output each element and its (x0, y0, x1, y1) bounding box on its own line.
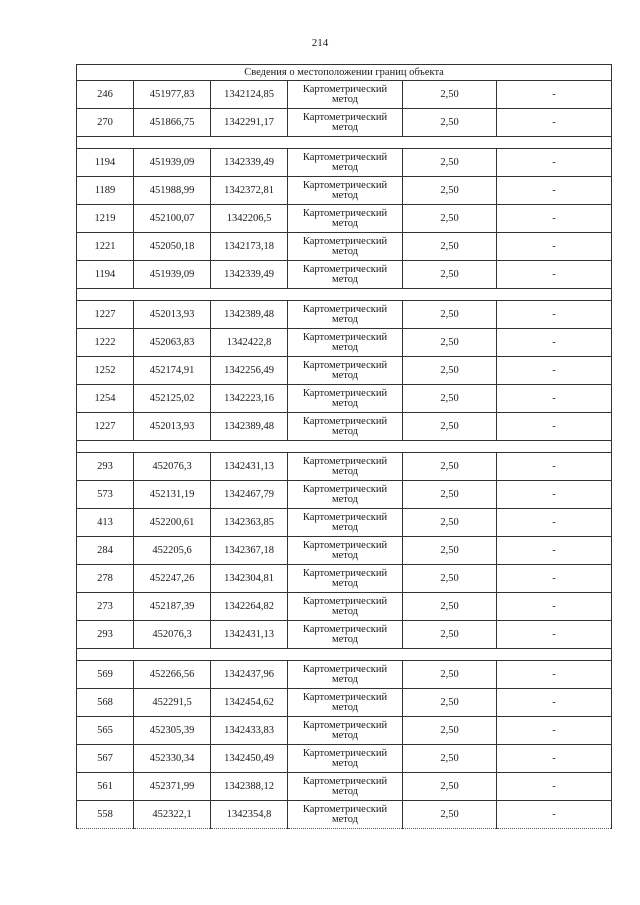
description-cell: - (497, 621, 612, 649)
point-number-cell: 293 (77, 453, 134, 481)
accuracy-cell: 2,50 (403, 385, 497, 413)
description-cell: - (497, 801, 612, 829)
point-number-cell: 1252 (77, 357, 134, 385)
x-coordinate-cell: 452050,18 (134, 233, 211, 261)
method-line-2: метод (331, 245, 359, 257)
y-coordinate-cell: 1342433,83 (211, 717, 288, 745)
accuracy-cell: 2,50 (403, 481, 497, 509)
x-coordinate-cell: 452013,93 (134, 301, 211, 329)
method-cell (288, 453, 403, 481)
method-line-1: Картометрический (302, 539, 388, 551)
y-coordinate-cell: 1342339,49 (211, 261, 288, 289)
point-number-cell: 1194 (77, 149, 134, 177)
accuracy-cell: 2,50 (403, 565, 497, 593)
point-number-cell: 284 (77, 537, 134, 565)
table-header-row (77, 65, 612, 81)
group-separator-row (77, 441, 612, 453)
accuracy-cell: 2,50 (403, 301, 497, 329)
method-cell (288, 205, 403, 233)
table-row (77, 453, 612, 481)
method-cell (288, 301, 403, 329)
description-cell: - (497, 329, 612, 357)
y-coordinate-cell: 1342339,49 (211, 149, 288, 177)
method-line-2: метод (331, 93, 359, 105)
x-coordinate-cell: 452247,26 (134, 565, 211, 593)
method-line-1: Картометрический (302, 359, 388, 371)
method-line-2: метод (331, 521, 359, 533)
y-coordinate-cell: 1342264,82 (211, 593, 288, 621)
method-cell (288, 537, 403, 565)
method-line-1: Картометрический (302, 151, 388, 163)
table-row (77, 801, 612, 829)
x-coordinate-cell: 452291,5 (134, 689, 211, 717)
description-cell: - (497, 565, 612, 593)
method-line-2: метод (331, 673, 359, 685)
method-line-1: Картометрический (302, 775, 388, 787)
point-number-cell: 1254 (77, 385, 134, 413)
method-cell (288, 261, 403, 289)
description-cell: - (497, 413, 612, 441)
table-row (77, 109, 612, 137)
description-cell: - (497, 453, 612, 481)
method-line-2: метод (331, 397, 359, 409)
method-line-2: метод (331, 369, 359, 381)
description-cell: - (497, 177, 612, 205)
method-cell (288, 109, 403, 137)
method-line-2: метод (331, 785, 359, 797)
x-coordinate-cell: 452266,56 (134, 661, 211, 689)
x-coordinate-cell: 452305,39 (134, 717, 211, 745)
accuracy-cell: 2,50 (403, 801, 497, 829)
x-coordinate-cell: 452100,07 (134, 205, 211, 233)
method-cell (288, 661, 403, 689)
group-separator-row (77, 649, 612, 661)
description-cell: - (497, 481, 612, 509)
method-line-2: метод (331, 313, 359, 325)
y-coordinate-cell: 1342422,8 (211, 329, 288, 357)
x-coordinate-cell: 451939,09 (134, 261, 211, 289)
x-coordinate-cell: 452076,3 (134, 453, 211, 481)
point-number-cell: 1221 (77, 233, 134, 261)
y-coordinate-cell: 1342173,18 (211, 233, 288, 261)
table-row (77, 233, 612, 261)
method-line-1: Картометрический (302, 747, 388, 759)
point-number-cell: 413 (77, 509, 134, 537)
point-number-cell: 273 (77, 593, 134, 621)
page-number: 214 (311, 37, 329, 49)
point-number-cell: 561 (77, 773, 134, 801)
description-cell: - (497, 509, 612, 537)
table-body (77, 65, 612, 829)
method-line-1: Картометрический (302, 263, 388, 275)
method-line-1: Картометрический (302, 111, 388, 123)
table-row (77, 621, 612, 649)
method-line-1: Картометрический (302, 83, 388, 95)
point-number-cell: 558 (77, 801, 134, 829)
y-coordinate-cell: 1342354,8 (211, 801, 288, 829)
y-coordinate-cell: 1342467,79 (211, 481, 288, 509)
table-row (77, 261, 612, 289)
method-line-2: метод (331, 161, 359, 173)
description-cell: - (497, 717, 612, 745)
description-cell: - (497, 301, 612, 329)
y-coordinate-cell: 1342223,16 (211, 385, 288, 413)
y-coordinate-cell: 1342388,12 (211, 773, 288, 801)
accuracy-cell: 2,50 (403, 177, 497, 205)
point-number-cell: 573 (77, 481, 134, 509)
method-cell (288, 689, 403, 717)
description-cell: - (497, 773, 612, 801)
x-coordinate-cell: 452013,93 (134, 413, 211, 441)
method-line-1: Картометрический (302, 719, 388, 731)
table-row (77, 509, 612, 537)
accuracy-cell: 2,50 (403, 537, 497, 565)
y-coordinate-cell: 1342431,13 (211, 453, 288, 481)
x-coordinate-cell: 452063,83 (134, 329, 211, 357)
method-cell (288, 81, 403, 109)
accuracy-cell: 2,50 (403, 233, 497, 261)
method-cell (288, 385, 403, 413)
x-coordinate-cell: 452187,39 (134, 593, 211, 621)
y-coordinate-cell: 1342437,96 (211, 661, 288, 689)
description-cell: - (497, 205, 612, 233)
x-coordinate-cell: 452200,61 (134, 509, 211, 537)
x-coordinate-cell: 451988,99 (134, 177, 211, 205)
description-cell: - (497, 109, 612, 137)
group-separator (77, 137, 612, 149)
table-row (77, 205, 612, 233)
method-line-2: метод (331, 813, 359, 825)
table-row (77, 745, 612, 773)
x-coordinate-cell: 452371,99 (134, 773, 211, 801)
method-line-2: метод (331, 701, 359, 713)
method-line-2: метод (331, 605, 359, 617)
y-coordinate-cell: 1342450,49 (211, 745, 288, 773)
table-row (77, 81, 612, 109)
accuracy-cell: 2,50 (403, 205, 497, 233)
method-line-2: метод (331, 577, 359, 589)
x-coordinate-cell: 451977,83 (134, 81, 211, 109)
accuracy-cell: 2,50 (403, 81, 497, 109)
y-coordinate-cell: 1342304,81 (211, 565, 288, 593)
accuracy-cell: 2,50 (403, 357, 497, 385)
table-row (77, 329, 612, 357)
method-line-1: Картометрический (302, 303, 388, 315)
method-line-1: Картометрический (302, 179, 388, 191)
method-line-1: Картометрический (302, 803, 388, 815)
method-line-2: метод (331, 121, 359, 133)
method-cell (288, 565, 403, 593)
boundary-coordinates-table (76, 64, 612, 829)
y-coordinate-cell: 1342431,13 (211, 621, 288, 649)
accuracy-cell: 2,50 (403, 261, 497, 289)
y-coordinate-cell: 1342256,49 (211, 357, 288, 385)
method-cell (288, 773, 403, 801)
point-number-cell: 1194 (77, 261, 134, 289)
table-row (77, 357, 612, 385)
method-line-1: Картометрический (302, 663, 388, 675)
table-row (77, 385, 612, 413)
accuracy-cell: 2,50 (403, 745, 497, 773)
point-number-cell: 1189 (77, 177, 134, 205)
x-coordinate-cell: 452322,1 (134, 801, 211, 829)
method-line-2: метод (331, 729, 359, 741)
accuracy-cell: 2,50 (403, 109, 497, 137)
method-line-2: метод (331, 757, 359, 769)
group-separator-row (77, 137, 612, 149)
description-cell: - (497, 233, 612, 261)
table-row (77, 301, 612, 329)
table-row (77, 149, 612, 177)
x-coordinate-cell: 452205,6 (134, 537, 211, 565)
group-separator (77, 441, 612, 453)
point-number-cell: 278 (77, 565, 134, 593)
point-number-cell: 1219 (77, 205, 134, 233)
point-number-cell: 293 (77, 621, 134, 649)
group-separator-row (77, 289, 612, 301)
method-cell (288, 413, 403, 441)
y-coordinate-cell: 1342363,85 (211, 509, 288, 537)
accuracy-cell: 2,50 (403, 773, 497, 801)
x-coordinate-cell: 452076,3 (134, 621, 211, 649)
description-cell: - (497, 261, 612, 289)
accuracy-cell: 2,50 (403, 621, 497, 649)
description-cell: - (497, 149, 612, 177)
accuracy-cell: 2,50 (403, 413, 497, 441)
method-line-1: Картометрический (302, 623, 388, 635)
table-row (77, 773, 612, 801)
method-cell (288, 509, 403, 537)
table-row (77, 481, 612, 509)
method-cell (288, 233, 403, 261)
description-cell: - (497, 357, 612, 385)
accuracy-cell: 2,50 (403, 509, 497, 537)
method-line-1: Картометрический (302, 387, 388, 399)
method-cell (288, 149, 403, 177)
method-line-2: метод (331, 633, 359, 645)
y-coordinate-cell: 1342206,5 (211, 205, 288, 233)
accuracy-cell: 2,50 (403, 453, 497, 481)
method-cell (288, 745, 403, 773)
accuracy-cell: 2,50 (403, 717, 497, 745)
method-line-1: Картометрический (302, 331, 388, 343)
point-number-cell: 1222 (77, 329, 134, 357)
table-row (77, 177, 612, 205)
x-coordinate-cell: 452174,91 (134, 357, 211, 385)
y-coordinate-cell: 1342124,85 (211, 81, 288, 109)
method-cell (288, 593, 403, 621)
method-line-1: Картометрический (302, 511, 388, 523)
method-line-2: метод (331, 217, 359, 229)
method-line-1: Картометрический (302, 595, 388, 607)
point-number-cell: 1227 (77, 301, 134, 329)
table-row (77, 565, 612, 593)
point-number-cell: 565 (77, 717, 134, 745)
point-number-cell: 1227 (77, 413, 134, 441)
method-line-1: Картометрический (302, 455, 388, 467)
accuracy-cell: 2,50 (403, 689, 497, 717)
description-cell: - (497, 745, 612, 773)
description-cell: - (497, 661, 612, 689)
y-coordinate-cell: 1342372,81 (211, 177, 288, 205)
accuracy-cell: 2,50 (403, 149, 497, 177)
accuracy-cell: 2,50 (403, 593, 497, 621)
x-coordinate-cell: 452125,02 (134, 385, 211, 413)
point-number-cell: 246 (77, 81, 134, 109)
x-coordinate-cell: 452330,34 (134, 745, 211, 773)
method-line-2: метод (331, 425, 359, 437)
point-number-cell: 568 (77, 689, 134, 717)
description-cell: - (497, 593, 612, 621)
method-line-1: Картометрический (302, 483, 388, 495)
method-line-2: метод (331, 493, 359, 505)
method-cell (288, 177, 403, 205)
x-coordinate-cell: 451866,75 (134, 109, 211, 137)
method-line-1: Картометрический (302, 567, 388, 579)
table-row (77, 593, 612, 621)
table-row (77, 537, 612, 565)
method-cell (288, 801, 403, 829)
method-cell (288, 329, 403, 357)
y-coordinate-cell: 1342367,18 (211, 537, 288, 565)
method-line-2: метод (331, 465, 359, 477)
method-line-2: метод (331, 189, 359, 201)
method-cell (288, 481, 403, 509)
accuracy-cell: 2,50 (403, 661, 497, 689)
method-line-1: Картометрический (302, 235, 388, 247)
description-cell: - (497, 537, 612, 565)
group-separator (77, 649, 612, 661)
y-coordinate-cell: 1342389,48 (211, 413, 288, 441)
method-line-2: метод (331, 273, 359, 285)
description-cell: - (497, 81, 612, 109)
method-line-2: метод (331, 549, 359, 561)
method-line-1: Картометрический (302, 691, 388, 703)
x-coordinate-cell: 452131,19 (134, 481, 211, 509)
method-cell (288, 621, 403, 649)
y-coordinate-cell: 1342291,17 (211, 109, 288, 137)
table-row (77, 413, 612, 441)
point-number-cell: 567 (77, 745, 134, 773)
y-coordinate-cell: 1342454,62 (211, 689, 288, 717)
method-line-1: Картометрический (302, 207, 388, 219)
method-line-1: Картометрический (302, 415, 388, 427)
description-cell: - (497, 689, 612, 717)
table-row (77, 717, 612, 745)
method-line-2: метод (331, 341, 359, 353)
y-coordinate-cell: 1342389,48 (211, 301, 288, 329)
method-cell (288, 357, 403, 385)
point-number-cell: 270 (77, 109, 134, 137)
table-row (77, 661, 612, 689)
table-row (77, 689, 612, 717)
accuracy-cell: 2,50 (403, 329, 497, 357)
x-coordinate-cell: 451939,09 (134, 149, 211, 177)
description-cell: - (497, 385, 612, 413)
method-cell (288, 717, 403, 745)
table-header: Сведения о местоположении границ объекта (77, 65, 612, 81)
point-number-cell: 569 (77, 661, 134, 689)
group-separator (77, 289, 612, 301)
